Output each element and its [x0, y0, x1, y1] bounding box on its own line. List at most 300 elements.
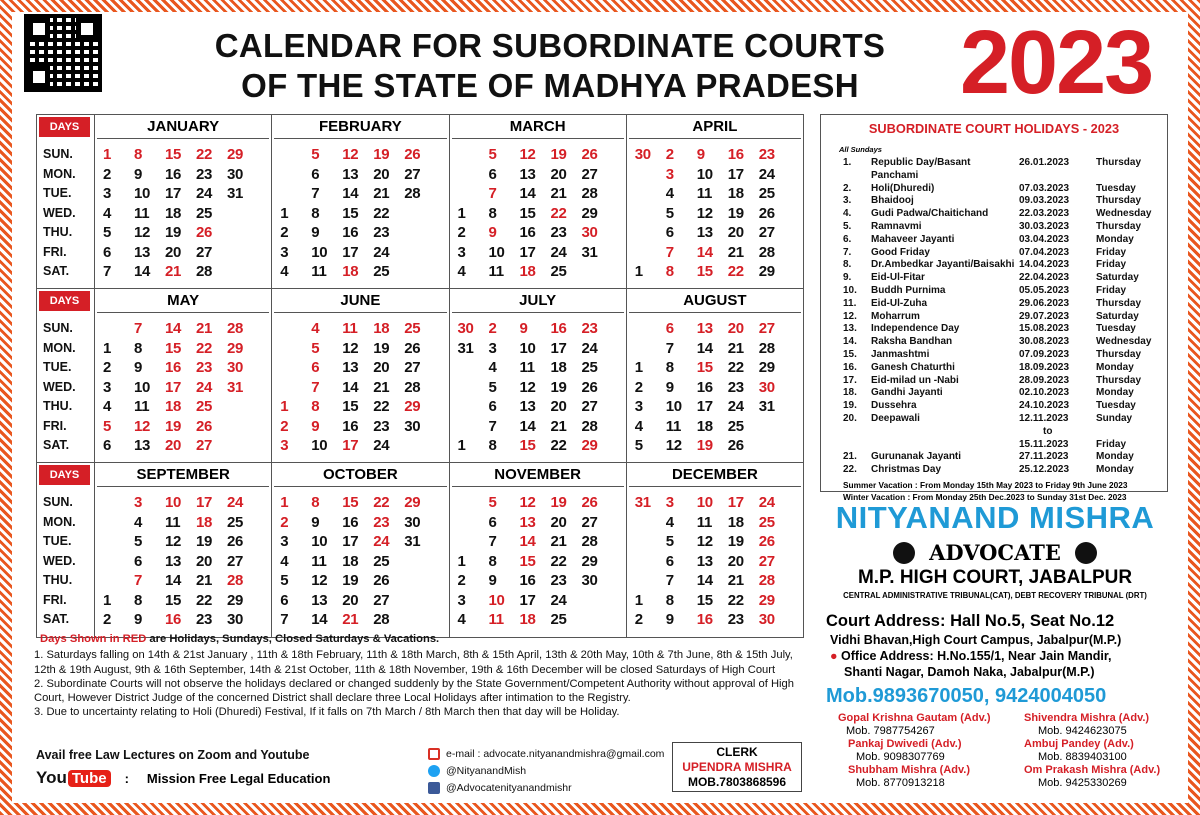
date-cell: 6 [665, 552, 674, 570]
date-cell: 6 [488, 513, 497, 531]
week-row [103, 184, 271, 204]
day-label: SAT. [43, 612, 70, 626]
legend-red-text: Days Shown in RED [40, 633, 147, 645]
date-cell: 17 [727, 165, 744, 183]
date-cell: 20 [550, 398, 567, 415]
holiday-row [843, 298, 1151, 311]
date-cell [280, 145, 311, 165]
week-row [280, 378, 448, 398]
date-cell: 26 [758, 533, 775, 550]
date-cell: 16 [727, 146, 744, 163]
holiday-cell: Ganesh Chaturthi [871, 361, 955, 373]
date-cell [458, 417, 489, 437]
holiday-cell: 28.09.2023 [1019, 374, 1070, 386]
date-cell: 28 [758, 339, 775, 357]
date-cell: 20 [727, 552, 744, 570]
date-cell: 26 [581, 146, 598, 163]
day-label: SAT. [43, 264, 70, 278]
date-cell: 13 [519, 513, 536, 531]
date-cell: 9 [311, 224, 320, 241]
holiday-cell: 22. [843, 464, 857, 476]
date-cell: 2 [103, 359, 112, 376]
date-cell: 11 [134, 204, 150, 222]
date-cell: 4 [280, 263, 289, 280]
holiday-cell: Dussehra [871, 400, 917, 412]
date-cell: 15 [696, 263, 713, 280]
note-2: 2. Subordinate Courts will not observe the holidays declared or changed suddenly by the State Government/Competent Authority without approval of High Court, However District Judge of the concerned District shall declare three Local Holidays after intimation to the Registry. [34, 677, 794, 705]
date-cell: 19 [373, 146, 390, 163]
date-cell: 25 [758, 513, 775, 531]
date-cell: 19 [165, 224, 182, 241]
date-cell [280, 319, 311, 339]
holiday-cell: 7. [843, 246, 852, 258]
associate-mob: Mob. 9424623075 [1038, 725, 1127, 737]
week-row [280, 184, 448, 204]
week-row [635, 610, 803, 630]
month-may [94, 289, 271, 462]
week-row [635, 493, 803, 513]
date-cell [280, 165, 311, 185]
date-cell: 8 [134, 339, 143, 357]
date-cell: 17 [342, 437, 359, 454]
date-cell: 31 [758, 398, 775, 415]
date-cell: 14 [165, 320, 182, 337]
date-grid [458, 145, 626, 282]
date-cell: 21 [727, 243, 744, 261]
holiday-cell: 8. [843, 259, 852, 271]
holiday-row [843, 362, 1151, 375]
date-cell: 14 [519, 533, 536, 550]
date-cell: 22 [373, 204, 390, 222]
date-cell: 12 [519, 494, 536, 511]
week-row [635, 243, 803, 263]
holiday-cell: 15.08.2023 [1019, 323, 1070, 335]
date-cell: 23 [758, 146, 775, 163]
date-cell: 26 [404, 339, 421, 357]
date-cell: 16 [550, 320, 567, 337]
date-cell: 23 [196, 611, 213, 628]
colon: : [124, 770, 129, 786]
holiday-panel [820, 114, 1168, 502]
date-cell [635, 571, 666, 591]
week-row [635, 571, 803, 591]
date-cell: 2 [280, 417, 289, 435]
date-cell: 12 [665, 437, 682, 454]
date-cell: 22 [196, 146, 213, 163]
holiday-row [843, 183, 1151, 196]
date-cell: 10 [134, 378, 151, 396]
date-cell: 10 [311, 437, 328, 454]
note-3: 3. Due to uncertainty relating to Holi (Dhuredi) Festival, If it falls on 7th March / 8th March then that day will be Holiday. [34, 706, 620, 719]
date-cell: 8 [488, 552, 497, 570]
date-cell: 5 [634, 437, 643, 454]
week-row [280, 339, 448, 359]
date-cell: 2 [103, 611, 112, 628]
week-row [458, 397, 626, 417]
date-cell: 20 [342, 591, 359, 609]
date-cell: 30 [404, 513, 421, 531]
date-cell [280, 339, 311, 359]
date-cell: 1 [103, 339, 112, 357]
holiday-row [843, 451, 1151, 464]
date-cell: 25 [227, 513, 244, 531]
email-link[interactable]: e-mail : advocate.nityanandmishra@gmail.com [446, 748, 665, 760]
month-name: MAY [97, 289, 269, 313]
holiday-row [843, 157, 1151, 183]
holiday-cell: Gurunanak Jayanti [871, 451, 962, 463]
advocate-title: ADVOCATE [929, 540, 1061, 565]
date-cell: 24 [227, 494, 244, 511]
date-cell: 12 [134, 224, 151, 241]
holiday-cell: 1. [843, 157, 852, 168]
holiday-cell: Bhaidooj [871, 195, 914, 207]
week-row [103, 532, 271, 552]
address-block [826, 610, 1176, 710]
date-cell [280, 378, 311, 398]
holiday-cell: Ramnavmi [871, 220, 922, 232]
holiday-cell: 07.04.2023 [1019, 246, 1070, 258]
date-cell [103, 532, 134, 552]
date-cell: 19 [696, 437, 713, 454]
week-row [458, 184, 626, 204]
week-row [458, 204, 626, 224]
holiday-row [843, 439, 1151, 452]
date-cell: 30 [404, 417, 421, 435]
date-cell: 25 [373, 552, 390, 570]
date-cell: 7 [311, 185, 320, 202]
week-row [635, 184, 803, 204]
date-cell: 14 [696, 243, 713, 261]
week-row [103, 165, 271, 185]
holiday-cell: 17. [843, 374, 857, 386]
day-label: SUN. [43, 495, 73, 509]
date-cell: 17 [165, 185, 182, 202]
date-cell: 13 [519, 398, 536, 415]
date-cell: 22 [727, 263, 744, 280]
holiday-cell: Deepawali [871, 412, 920, 424]
date-cell [227, 262, 258, 282]
date-grid [458, 493, 626, 630]
month-name: DECEMBER [629, 463, 801, 487]
week-row [280, 436, 448, 456]
date-cell: 24 [758, 494, 775, 511]
date-cell: 5 [311, 339, 320, 357]
holiday-cell: Friday [1096, 438, 1127, 450]
quarter-row [37, 463, 803, 637]
day-label: SAT. [43, 438, 70, 452]
date-cell: 2 [457, 224, 466, 241]
holiday-cell: Wednesday [1096, 336, 1152, 348]
date-cell: 5 [665, 533, 674, 550]
date-cell: 28 [373, 611, 390, 628]
holiday-cell: Mahaveer Jayanti [871, 233, 955, 245]
date-cell: 20 [727, 320, 744, 337]
holiday-cell: 6. [843, 233, 852, 245]
date-cell: 3 [103, 185, 112, 202]
date-cell: 8 [665, 591, 674, 609]
holiday-cell: Eid-Ul-Fitar [871, 272, 925, 284]
holiday-row [843, 349, 1151, 362]
date-cell: 22 [373, 494, 390, 511]
date-cell: 3 [103, 378, 112, 396]
date-cell: 18 [696, 417, 713, 435]
youtube-you: You [36, 768, 67, 787]
date-cell: 23 [196, 359, 213, 376]
contacts [428, 746, 664, 797]
facebook-handle[interactable]: @Advocatenityanandmishr [446, 782, 572, 794]
facebook-icon [428, 782, 440, 794]
court-address: Court Address: Hall No.5, Seat No.12 [826, 612, 1115, 630]
date-cell: 26 [581, 378, 598, 396]
associate [1024, 712, 1194, 738]
date-cell: 5 [134, 533, 143, 550]
week-row [458, 378, 626, 398]
date-cell: 19 [342, 572, 359, 589]
date-cell: 17 [165, 378, 182, 396]
date-cell: 23 [550, 572, 567, 589]
week-row [103, 552, 271, 572]
date-grid [280, 145, 448, 282]
advocate-title-row [815, 540, 1175, 566]
holiday-cell: Saturday [1096, 272, 1139, 284]
date-cell: 29 [581, 437, 598, 454]
date-grid [458, 319, 626, 456]
date-cell: 26 [227, 533, 244, 550]
date-cell: 26 [196, 417, 213, 435]
year-label: 2023 [960, 13, 1153, 113]
date-cell: 28 [404, 185, 421, 202]
date-cell: 26 [727, 437, 744, 454]
date-cell: 7 [665, 572, 674, 589]
holiday-cell: 05.05.2023 [1019, 284, 1070, 296]
date-cell: 21 [550, 185, 567, 202]
holiday-cell: 22.03.2023 [1019, 208, 1070, 220]
holiday-cell: Monday [1096, 233, 1134, 245]
date-cell: 9 [134, 165, 143, 183]
emblem-icon [1075, 542, 1097, 564]
holiday-cell: Wednesday [1096, 208, 1152, 220]
associate-name: Gopal Krishna Gautam (Adv.) [838, 712, 991, 724]
week-row [103, 417, 271, 437]
date-cell [635, 243, 666, 263]
date-cell: 3 [457, 591, 466, 609]
week-row [103, 591, 271, 611]
week-row [103, 243, 271, 263]
day-label: SUN. [43, 147, 73, 161]
date-cell: 6 [280, 591, 289, 609]
week-row [635, 223, 803, 243]
date-cell: 3 [280, 243, 289, 261]
week-row [280, 397, 448, 417]
holiday-cell: 15. [843, 348, 857, 360]
date-cell: 26 [758, 204, 775, 222]
date-cell: 5 [280, 572, 289, 589]
date-cell [635, 204, 666, 224]
advocate-name: NITYANAND MISHRA [835, 500, 1155, 535]
date-cell: 13 [342, 165, 359, 183]
date-cell: 25 [196, 398, 213, 415]
week-row [280, 552, 448, 572]
date-cell: 17 [519, 591, 536, 609]
date-cell: 1 [280, 204, 289, 222]
associate-mob: Mob. 7987754267 [846, 725, 935, 737]
date-cell: 1 [280, 398, 289, 415]
week-row [635, 358, 803, 378]
holiday-cell: Saturday [1096, 310, 1139, 322]
twitter-handle[interactable]: @NityanandMish [446, 765, 527, 777]
date-cell: 28 [581, 533, 598, 550]
date-cell: 12 [165, 533, 182, 550]
week-row [103, 436, 271, 456]
date-cell: 18 [342, 552, 359, 570]
date-cell: 24 [727, 398, 744, 415]
associate-name: Shivendra Mishra (Adv.) [1024, 712, 1150, 724]
date-cell [458, 358, 489, 378]
day-label: WED. [43, 553, 76, 568]
week-row [635, 417, 803, 437]
date-cell: 25 [581, 359, 598, 376]
week-row [458, 532, 626, 552]
week-row [103, 513, 271, 533]
date-cell: 17 [196, 494, 213, 511]
date-cell: 18 [165, 204, 182, 222]
office-address-2: Shanti Nagar, Damoh Naka, Jabalpur(M.P.) [844, 665, 1095, 679]
week-row [103, 319, 271, 339]
days-tag: DAYS [39, 117, 90, 137]
day-labels-column [37, 115, 94, 288]
holiday-cell: 29.07.2023 [1019, 310, 1070, 322]
date-cell: 30 [457, 320, 474, 337]
holiday-cell: 18.09.2023 [1019, 361, 1070, 373]
date-cell [404, 204, 435, 224]
holiday-row [843, 259, 1151, 272]
date-cell: 18 [519, 611, 536, 628]
month-name: JANUARY [97, 115, 269, 139]
date-cell: 7 [134, 320, 143, 337]
holiday-cell: 25.12.2023 [1019, 464, 1070, 476]
title-line-1: CALENDAR FOR SUBORDINATE COURTS [214, 27, 886, 64]
date-cell: 11 [519, 359, 535, 376]
date-cell: 10 [488, 243, 505, 261]
date-cell: 13 [696, 552, 713, 570]
date-cell [103, 513, 134, 533]
date-cell: 4 [488, 359, 497, 376]
holiday-cell: Sunday [1096, 412, 1133, 424]
date-cell: 10 [488, 591, 505, 609]
date-cell: 31 [227, 378, 244, 396]
date-cell: 28 [758, 243, 775, 261]
date-cell: 17 [342, 533, 359, 550]
week-row [458, 262, 626, 282]
date-cell: 9 [488, 224, 497, 241]
date-cell: 16 [696, 378, 713, 396]
holiday-cell: Thursday [1096, 297, 1142, 309]
holiday-cell: to [1043, 425, 1053, 437]
date-cell: 14 [165, 572, 182, 589]
date-cell: 9 [488, 572, 497, 589]
summer-vacation: Summer Vacation : From Monday 15th May 2023 to Friday 9th June 2023 [843, 479, 1128, 490]
date-cell [404, 571, 435, 591]
date-cell [103, 319, 134, 339]
day-label: THU. [43, 399, 73, 413]
holiday-cell: Thursday [1096, 195, 1142, 207]
date-cell: 30 [581, 224, 598, 241]
location-pin-icon: ● [830, 649, 838, 663]
date-cell: 5 [103, 417, 112, 435]
date-cell: 6 [665, 224, 674, 241]
date-cell: 12 [696, 204, 713, 222]
date-cell: 29 [227, 146, 244, 163]
date-cell: 14 [696, 339, 713, 357]
holiday-row [843, 247, 1151, 260]
date-cell [103, 571, 134, 591]
date-cell: 26 [581, 494, 598, 511]
twitter-icon [428, 765, 440, 777]
date-cell: 16 [165, 359, 182, 376]
date-cell: 27 [196, 437, 213, 454]
date-cell: 3 [134, 494, 143, 511]
date-cell: 15 [696, 359, 713, 376]
month-august [626, 289, 803, 462]
holiday-cell: Friday [1096, 246, 1127, 258]
tribunals: CENTRAL ADMINISTRATIVE TRIBUNAL(CAT), DEBT RECOVERY TRIBUNAL (DRT) [843, 591, 1147, 600]
day-labels [37, 493, 94, 630]
associate [1024, 764, 1194, 790]
holiday-cell: Monday [1096, 361, 1134, 373]
date-cell: 2 [665, 146, 674, 163]
date-cell: 11 [665, 417, 682, 435]
date-cell: 20 [550, 165, 567, 183]
date-cell: 30 [758, 378, 775, 396]
date-cell: 16 [342, 417, 359, 435]
holiday-cell: 02.10.2023 [1019, 387, 1070, 399]
month-november [449, 463, 626, 637]
date-cell: 24 [373, 533, 390, 550]
date-cell: 27 [758, 552, 775, 570]
month-march [449, 115, 626, 288]
date-cell: 21 [196, 320, 213, 337]
week-row [280, 358, 448, 378]
date-cell: 14 [519, 185, 536, 202]
month-february [271, 115, 448, 288]
date-cell: 18 [550, 359, 567, 376]
week-row [458, 571, 626, 591]
holiday-cell: 14. [843, 336, 857, 348]
date-cell: 22 [727, 359, 744, 376]
date-cell: 16 [519, 572, 536, 589]
date-cell: 4 [665, 185, 674, 202]
date-cell: 27 [227, 552, 244, 570]
week-row [280, 319, 448, 339]
date-cell: 20 [165, 243, 182, 261]
holiday-cell: Tuesday [1096, 182, 1136, 194]
holiday-cell: Christmas Day [871, 464, 942, 476]
date-cell: 5 [488, 494, 497, 511]
week-row [280, 610, 448, 630]
week-row [635, 319, 803, 339]
date-cell: 21 [342, 611, 359, 628]
date-cell: 16 [696, 611, 713, 628]
month-name: NOVEMBER [452, 463, 624, 487]
days-tag: DAYS [39, 291, 90, 311]
date-cell: 19 [550, 146, 567, 163]
date-cell: 13 [342, 359, 359, 376]
date-cell: 1 [457, 204, 466, 222]
date-cell: 28 [404, 378, 421, 396]
month-name: JULY [452, 289, 624, 313]
date-cell [635, 532, 666, 552]
week-row [280, 571, 448, 591]
